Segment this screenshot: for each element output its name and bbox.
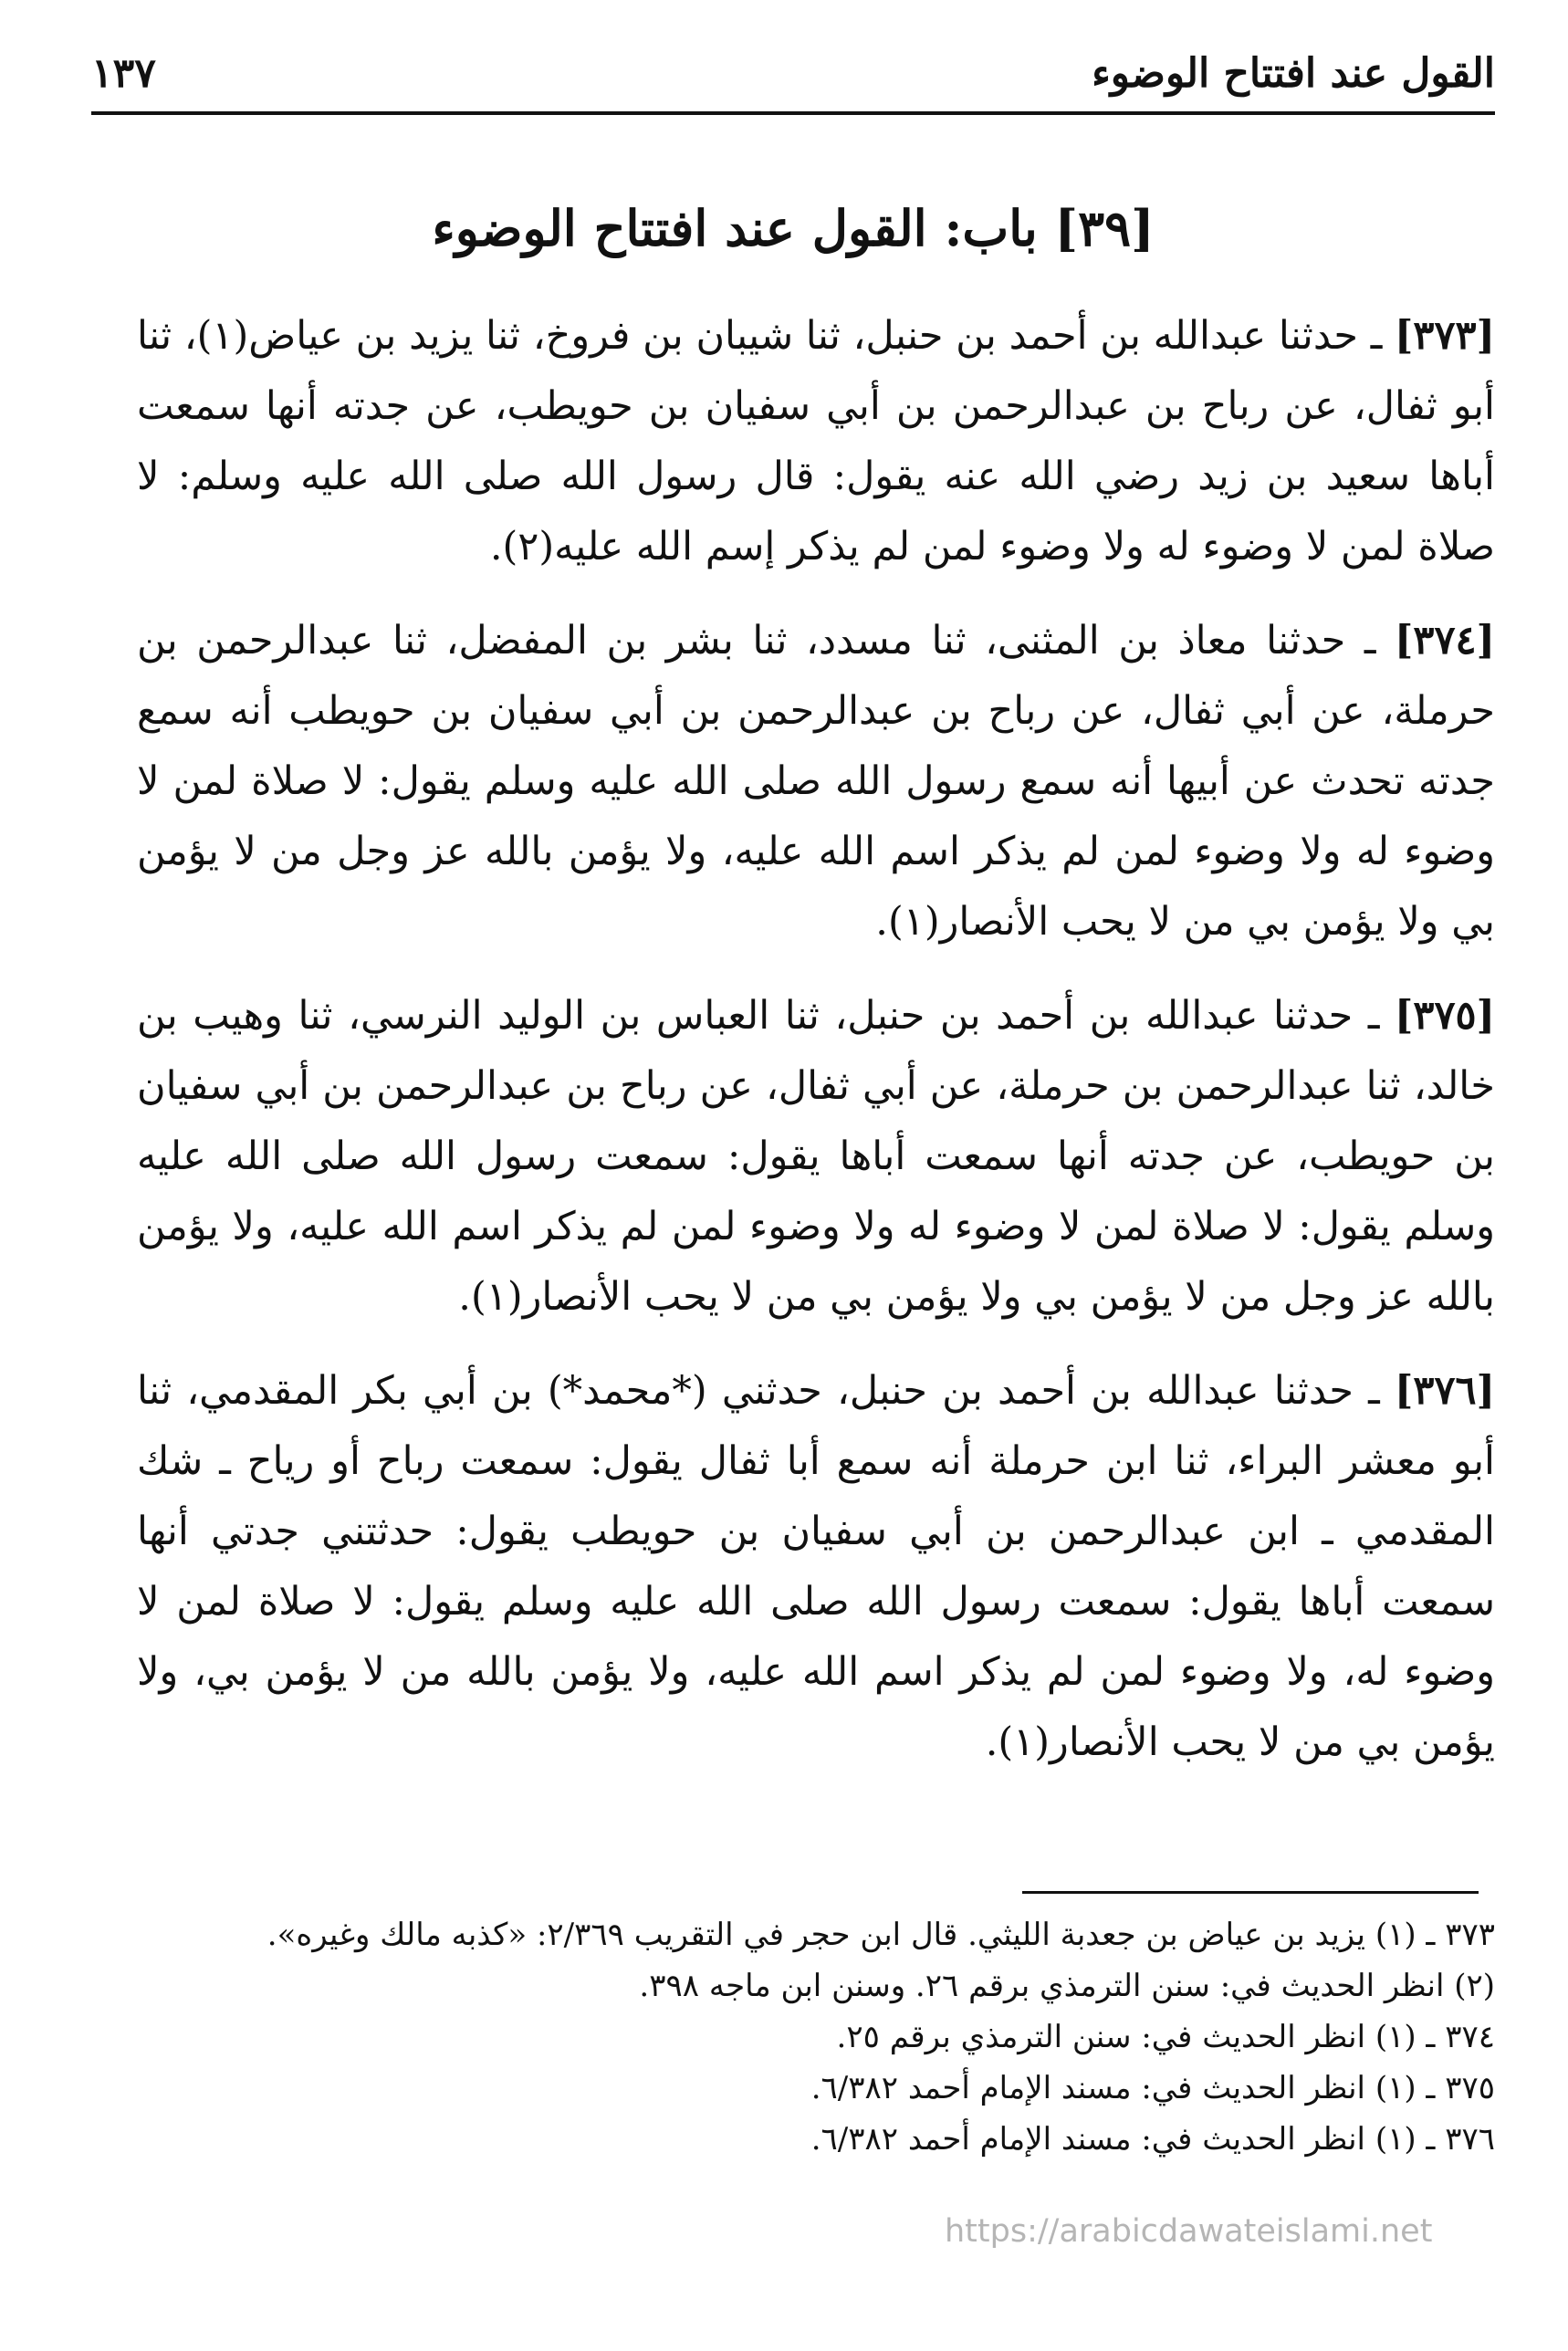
hadith-text: ـ حدثنا عبدالله بن أحمد بن حنبل، حدثني (*محمد*) بن أبي بكر المقدمي، ثنا أبو معشر البراء، ثنا ابن حرملة أنه سمع أبا ثفال يقول: سمعت رباح أو رياح ـ شك المقدمي ـ ابن عبدالرحمن بن أبي سفيان بن حويطب يقول: حدثتني جدتي أنها سمعت أباها يقول: سمعت رسول الله صلى الله عليه وسلم يقول: لا صلاة لمن لا وضوء له، ولا وضوء لمن لم يذكر اسم الله عليه، ولا يؤمن بالله من لا يؤمن بي، ولا يؤمن بي من لا يحب الأنصار(١).: [137, 1368, 1495, 1765]
hadith-text: ـ حدثنا معاذ بن المثنى، ثنا مسدد، ثنا بشر بن المفضل، ثنا عبدالرحمن بن حرملة، عن أبي ثفال، عن رباح بن عبدالرحمن بن أبي سفيان بن حويطب أنه سمع جدته تحدث عن أبيها أنه سمع رسول الله صلى الله عليه وسلم يقول: لا صلاة لمن لا وضوء له ولا وضوء لمن لم يذكر اسم الله عليه، ولا يؤمن بالله عز وجل من لا يؤمن بي ولا يؤمن بي من لا يحب الأنصار(١).: [137, 618, 1495, 945]
footnote-373-2: (٢) انظر الحديث في: سنن الترمذي برقم ٢٦. وسنن ابن ماجه ٣٩٨.: [639, 1968, 1495, 2004]
page-number: ١٣٧: [91, 50, 156, 97]
running-header: [91, 50, 1495, 114]
hadith-text: ـ حدثنا عبدالله بن أحمد بن حنبل، ثنا شيبان بن فروخ، ثنا يزيد بن عياض(١)، ثنا أبو ثفال، عن رباح بن عبدالرحمن بن أبي سفيان بن حويطب، عن جدته أنها سمعت أباها سعيد بن زيد رضي الله عنه يقول: قال رسول الله صلى الله عليه وسلم: لا صلاة لمن لا وضوء له ولا وضوء لمن لم يذكر إسم الله عليه(٢).: [137, 313, 1495, 569]
hadith-376: [137, 1356, 1495, 1778]
footnotes: [137, 1909, 1495, 2165]
hadith-number: [٣٧٦]: [1394, 1368, 1495, 1414]
hadith-373: [137, 301, 1495, 582]
running-header-title: القول عند افتتاح الوضوء: [1092, 50, 1495, 97]
hadith-text: ـ حدثنا عبدالله بن أحمد بن حنبل، ثنا العباس بن الوليد النرسي، ثنا وهيب بن خالد، ثنا عبدالرحمن بن حرملة، عن أبي ثفال، عن رباح بن عبدالرحمن بن أبي سفيان بن حويطب، عن جدته أنها سمعت أباها يقول: سمعت رسول الله صلى الله عليه وسلم يقول: لا صلاة لمن لا وضوء له ولا وضوء لمن لم يذكر اسم الله عليه، ولا يؤمن بالله عز وجل من لا يؤمن بي ولا يؤمن بي من لا يحب الأنصار(١).: [137, 993, 1495, 1320]
hadith-body: [137, 301, 1495, 1802]
footnote-373-1: ٣٧٣ ـ (١) يزيد بن عياض بن جعدبة الليثي. قال ابن حجر في التقريب ٢/٣٦٩: «كذبه مالك وغيره».: [267, 1917, 1495, 1953]
hadith-number: [٣٧٤]: [1394, 618, 1495, 664]
header-rule: [91, 111, 1495, 115]
hadith-374: [137, 606, 1495, 957]
hadith-number: [٣٧٥]: [1394, 993, 1495, 1039]
watermark-url: https://arabicdawateislami.net: [945, 2213, 1433, 2250]
footnote-rule: [1022, 1891, 1479, 1894]
footnote-374-1: ٣٧٤ ـ (١) انظر الحديث في: سنن الترمذي برقم ٢٥.: [836, 2019, 1495, 2055]
footnote-376-1: ٣٧٦ ـ (١) انظر الحديث في: مسند الإمام أحمد ٦/٣٨٢.: [810, 2121, 1495, 2158]
chapter-heading: [٣٩] باب: القول عند افتتاح الوضوء: [432, 199, 1155, 257]
hadith-number: [٣٧٣]: [1394, 313, 1495, 359]
hadith-375: [137, 981, 1495, 1332]
footnote-375-1: ٣٧٥ ـ (١) انظر الحديث في: مسند الإمام أحمد ٦/٣٨٢.: [810, 2070, 1495, 2106]
